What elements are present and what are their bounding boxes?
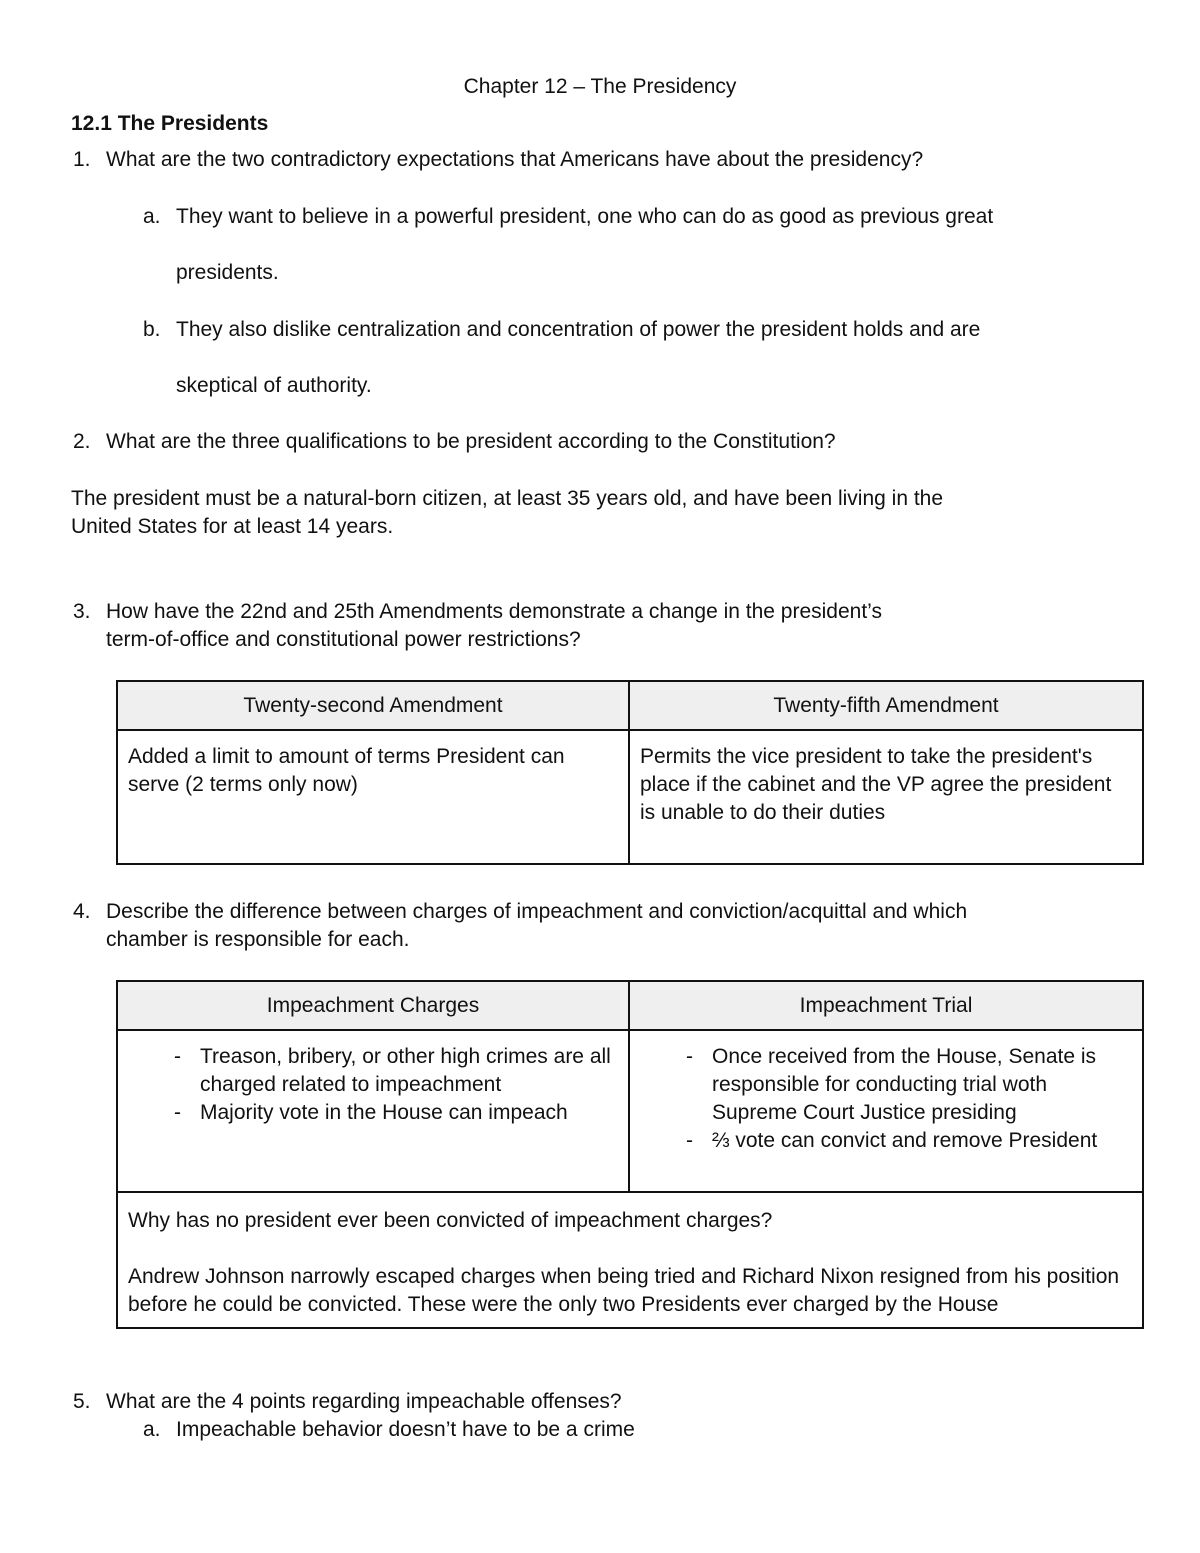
question-number: 3.	[73, 600, 91, 623]
answer-text: They also dislike centralization and concentration of power the president holds and are	[176, 318, 981, 341]
answer-text: presidents.	[176, 261, 279, 284]
answer-label: b.	[143, 318, 161, 341]
question-text: term-of-office and constitutional power restrictions?	[106, 628, 581, 651]
amendments-table	[116, 680, 1144, 865]
question-number: 2.	[73, 430, 91, 453]
table-cell	[629, 1030, 1143, 1192]
table-footer-cell	[117, 1192, 1143, 1328]
table-header: Twenty-fifth Amendment	[629, 681, 1143, 730]
list-item: - Majority vote in the House can impeach	[128, 1099, 618, 1127]
table-header: Twenty-second Amendment	[117, 681, 629, 730]
answer-text: They want to believe in a powerful president, one who can do as good as previous great	[176, 205, 994, 228]
question-text: How have the 22nd and 25th Amendments demonstrate a change in the president’s	[106, 600, 882, 623]
question-number: 1.	[73, 148, 91, 171]
answer-text: The president must be a natural-born citizen, at least 35 years old, and have been living in the	[71, 487, 944, 510]
table-cell: Permits the vice president to take the president's place if the cabinet and the VP agree the president is unable to do their duties	[629, 730, 1143, 864]
section-number: 12.1	[71, 112, 112, 135]
charges-list	[128, 1043, 618, 1127]
list-item: - ⅔ vote can convict and remove President	[640, 1127, 1132, 1155]
question-number: 5.	[73, 1390, 91, 1413]
question-text: What are the three qualifications to be president according to the Constitution?	[106, 430, 836, 453]
answer-label: a.	[143, 205, 161, 228]
question-number: 4.	[73, 900, 91, 923]
question-text: What are the two contradictory expectations that Americans have about the presidency?	[106, 148, 924, 171]
table-cell: Added a limit to amount of terms President can serve (2 terms only now)	[117, 730, 629, 864]
section-heading	[71, 110, 268, 138]
trial-list	[640, 1043, 1132, 1155]
table-header: Impeachment Charges	[117, 981, 629, 1030]
answer-label: a.	[143, 1418, 161, 1441]
footer-answer: Andrew Johnson narrowly escaped charges when being tried and Richard Nixon resigned from his position before he could be convicted. These were the only two Presidents ever charged by the House	[128, 1265, 1120, 1316]
table-header: Impeachment Trial	[629, 981, 1143, 1030]
question-text: What are the 4 points regarding impeachable offenses?	[106, 1390, 622, 1413]
table-cell	[117, 1030, 629, 1192]
question-text: Describe the difference between charges of impeachment and conviction/acquittal and which	[106, 900, 968, 923]
answer-text: skeptical of authority.	[176, 374, 372, 397]
list-item: - Treason, bribery, or other high crimes are all charged related to impeachment	[128, 1043, 618, 1099]
section-name: The Presidents	[117, 112, 269, 135]
answer-text: Impeachable behavior doesn’t have to be a crime	[176, 1418, 635, 1441]
list-item: - Once received from the House, Senate is responsible for conducting trial woth Supreme Court Justice presiding	[640, 1043, 1132, 1127]
footer-question: Why has no president ever been convicted of impeachment charges?	[128, 1209, 773, 1232]
impeachment-table	[116, 980, 1144, 1329]
answer-text: United States for at least 14 years.	[71, 515, 394, 538]
question-text: chamber is responsible for each.	[106, 928, 410, 951]
page-title: Chapter 12 – The Presidency	[463, 75, 737, 98]
